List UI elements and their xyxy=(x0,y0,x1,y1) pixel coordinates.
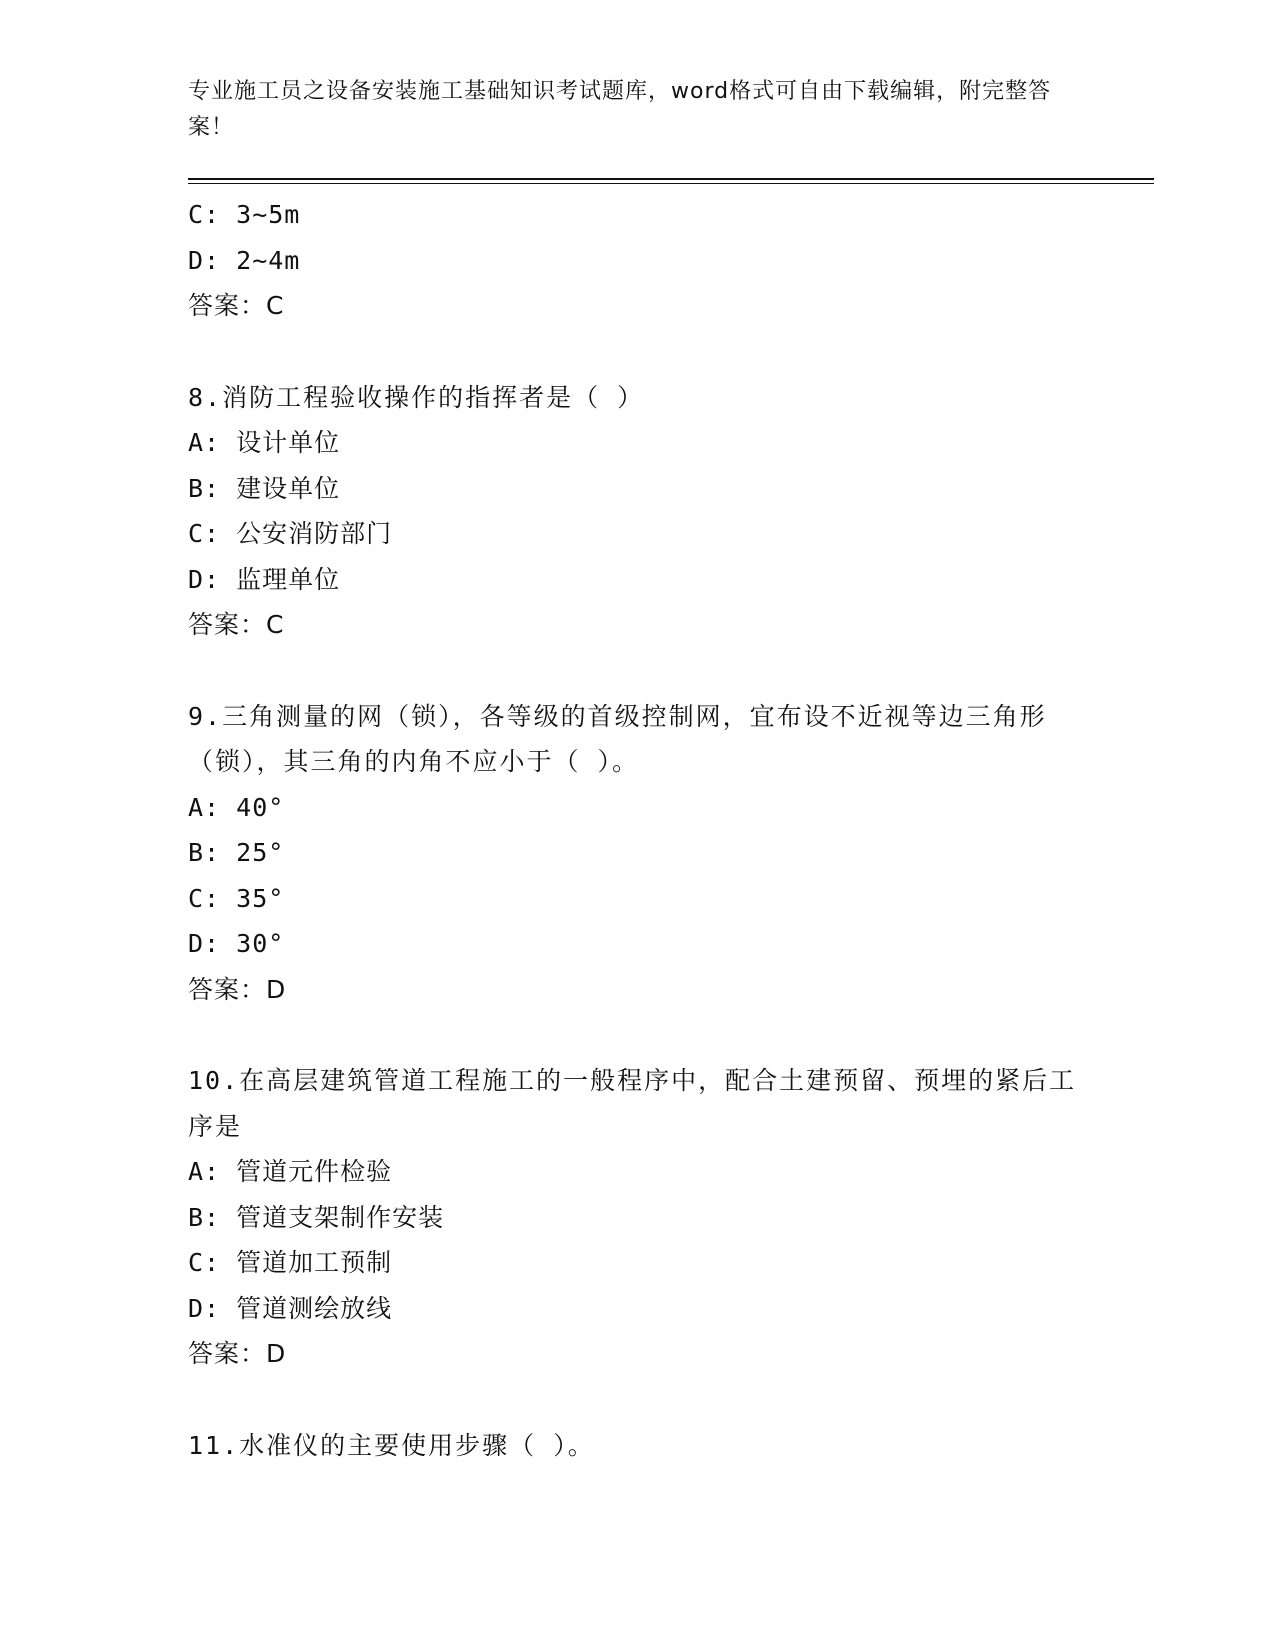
option-d: D: 30° xyxy=(188,929,285,958)
question-8 xyxy=(188,375,1088,648)
header-divider-thick xyxy=(188,178,1154,180)
option-d: D: 管道测绘放线 xyxy=(188,1293,393,1323)
option-c: C: 公安消防部门 xyxy=(188,519,393,548)
question-fragment xyxy=(188,192,1088,329)
answer-line: 答案：D xyxy=(188,1339,287,1368)
option-d: D: 监理单位 xyxy=(188,564,341,594)
option-c: C: 3~5m xyxy=(188,200,301,229)
answer-line: 答案：C xyxy=(188,291,285,320)
option-d: D: 2~4m xyxy=(188,245,301,275)
answer-line: 答案：C xyxy=(188,610,285,639)
option-a: A: 管道元件检验 xyxy=(188,1157,393,1186)
option-b: B: 建设单位 xyxy=(188,473,341,503)
option-b: B: 25° xyxy=(188,838,285,867)
question-text: 10.在高层建筑管道工程施工的一般程序中，配合土建预留、预埋的紧后工序是 xyxy=(188,1066,1077,1141)
question-9 xyxy=(188,694,1088,1013)
option-a: A: 40° xyxy=(188,792,285,822)
document-header: 专业施工员之设备安装施工基础知识考试题库，word格式可自由下载编辑，附完整答案！ xyxy=(188,79,1052,140)
question-text: 8.消防工程验收操作的指挥者是（ ） xyxy=(188,382,645,412)
question-11 xyxy=(188,1423,1088,1469)
option-b: B: 管道支架制作安装 xyxy=(188,1202,445,1232)
answer-line: 答案：D xyxy=(188,974,287,1004)
header-divider-thin xyxy=(188,183,1154,184)
question-text: 9.三角测量的网（锁），各等级的首级控制网，宜布设不近视等边三角形（锁），其三角的内角不应小于（ ）。 xyxy=(188,701,1047,776)
option-c: C: 35° xyxy=(188,883,285,913)
question-text: 11.水准仪的主要使用步骤（ ）。 xyxy=(188,1430,595,1460)
option-c: C: 管道加工预制 xyxy=(188,1248,393,1277)
document-body xyxy=(188,192,1088,1468)
option-a: A: 设计单位 xyxy=(188,428,341,457)
question-10 xyxy=(188,1058,1088,1377)
